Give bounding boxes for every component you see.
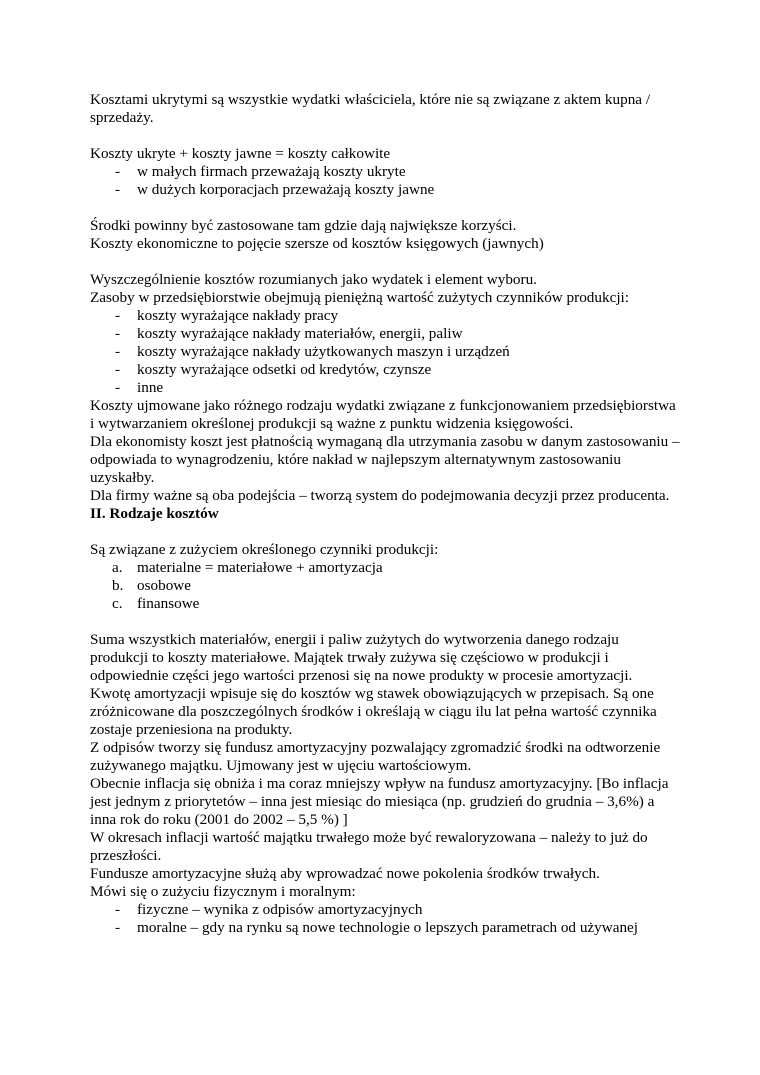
list-item: - inne (115, 379, 164, 396)
list-item: c. finansowe (112, 595, 200, 612)
paragraph: Dla firmy ważne są oba podejścia – tworzą system do podejmowania decyzji przez producenta. (90, 487, 670, 504)
paragraph: Mówi się o zużyciu fizycznym i moralnym: (90, 883, 356, 900)
list-item: b. osobowe (112, 577, 191, 594)
paragraph: Wyszczególnienie kosztów rozumianych jako wydatek i element wyboru. (90, 271, 537, 288)
section-heading: II. Rodzaje kosztów (90, 505, 219, 522)
paragraph: Koszty ukryte + koszty jawne = koszty całkowite (90, 145, 391, 162)
paragraph: Dla ekonomisty koszt jest płatnością wymaganą dla utrzymania zasobu w danym zastosowaniu – odpowiada to wynagrodzeniu, które nakład w najlepszym alternatywnym zastosowaniu uzyskałby. (90, 433, 680, 486)
paragraph: Kosztami ukrytymi są wszystkie wydatki właściciela, które nie są związane z aktem kupna / sprzedaży. (90, 91, 651, 126)
paragraph: Fundusze amortyzacyjne służą aby wprowadzać nowe pokolenia środków trwałych. (90, 865, 600, 882)
paragraph: Środki powinny być zastosowane tam gdzie dają największe korzyści. (90, 217, 517, 234)
document-body (90, 91, 680, 937)
paragraph: W okresach inflacji wartość majątku trwałego może być rewaloryzowana – należy to już do przeszłości. (90, 829, 648, 864)
paragraph: Są związane z zużyciem określonego czynniki produkcji: (90, 541, 439, 558)
paragraph: Suma wszystkich materiałów, energii i paliw zużytych do wytworzenia danego rodzaju produkcji to koszty materiałowe. Majątek trwały zużywa się częściowo w produkcji i odpowiednie części jego wartości przenosi się na nowe produkty w procesie amortyzacji. (90, 631, 633, 684)
list-item: - koszty wyrażające nakłady pracy (115, 307, 339, 324)
list-item: - w dużych korporacjach przeważają koszty jawne (115, 181, 435, 198)
paragraph: Z odpisów tworzy się fundusz amortyzacyjny pozwalający zgromadzić środki na odtworzenie zużywanego majątku. Ujmowany jest w ujęciu wartościowym. (90, 739, 661, 774)
paragraph: Obecnie inflacja się obniża i ma coraz mniejszy wpływ na fundusz amortyzacyjny. [Bo inflacja jest jednym z priorytetów – inna jest miesiąc do miesiąca (np. grudzień do grudnia – 3,6%) a inna rok do roku (2001 do 2002 – 5,5 %) ] (90, 775, 669, 828)
paragraph: Kwotę amortyzacji wpisuje się do kosztów wg stawek obowiązujących w przepisach. Są one zróżnicowane dla poszczególnych środków i określają w ciągu ilu lat pełna wartość czynnika zostaje przeniesiona na produkty. (90, 685, 657, 738)
list-item: - w małych firmach przeważają koszty ukryte (115, 163, 406, 180)
paragraph: Koszty ujmowane jako różnego rodzaju wydatki związane z funkcjonowaniem przedsiębiorstwa i wytwarzaniem określonej produkcji są ważne z punktu widzenia księgowości. (90, 397, 676, 432)
list-item: - fizyczne – wynika z odpisów amortyzacyjnych (115, 901, 423, 918)
list-item: a. materialne = materiałowe + amortyzacja (112, 559, 383, 576)
list-item: - koszty wyrażające odsetki od kredytów, czynsze (115, 361, 432, 378)
paragraph: Koszty ekonomiczne to pojęcie szersze od kosztów księgowych (jawnych) (90, 235, 544, 252)
list-item: - koszty wyrażające nakłady użytkowanych maszyn i urządzeń (115, 343, 510, 360)
list-item: - koszty wyrażające nakłady materiałów, energii, paliw (115, 325, 463, 342)
paragraph: Zasoby w przedsiębiorstwie obejmują pieniężną wartość zużytych czynników produkcji: (90, 289, 629, 306)
list-item: - moralne – gdy na rynku są nowe technologie o lepszych parametrach od używanej (115, 919, 639, 936)
